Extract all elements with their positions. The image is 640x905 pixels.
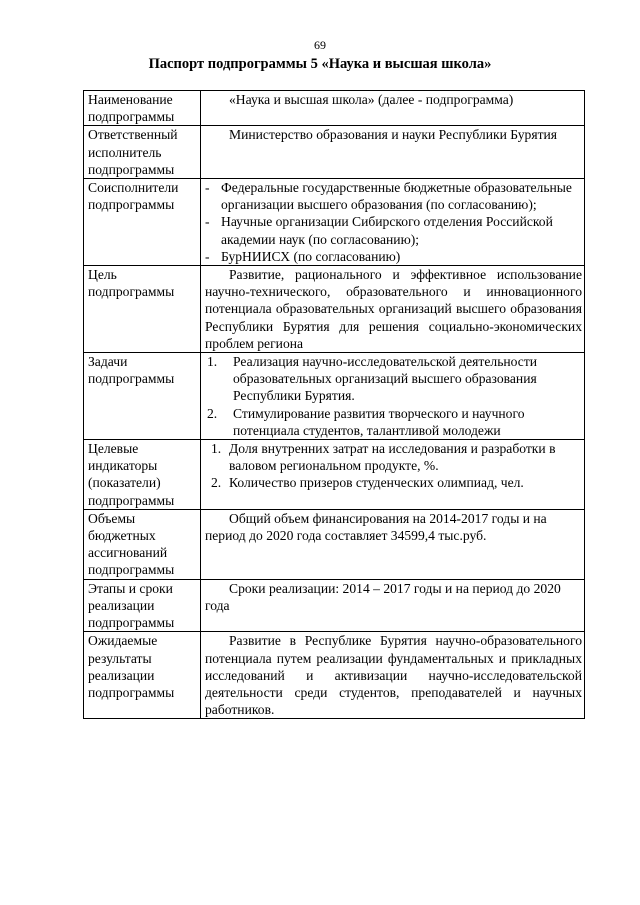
row-label-goal: Цель подпрограммы (84, 266, 201, 353)
passport-table (83, 90, 585, 719)
table-row (84, 509, 585, 579)
row-value-results (201, 632, 585, 719)
table-row (84, 632, 585, 719)
row-value-executor (201, 126, 585, 179)
page-number: 69 (314, 38, 326, 52)
task-text: Реализация научно-исследовательской деятельности образовательных организаций высшего образования Республики Бурятия. (233, 354, 538, 404)
table-row (84, 266, 585, 353)
page-title: Паспорт подпрограммы 5 «Наука и высшая школа» (148, 56, 492, 72)
row-value-coexecutors (201, 179, 585, 266)
row-value-stages (201, 579, 585, 632)
item-number: 1. (207, 354, 218, 370)
tasks-list (205, 353, 582, 439)
row-label-name: Наименование подпрограммы (84, 91, 201, 126)
item-number: 1. (211, 441, 222, 457)
list-item (205, 213, 582, 247)
name-text: «Наука и высшая школа» (далее - подпрограмма) (229, 92, 514, 107)
list-item (205, 474, 582, 491)
budget-text: Общий объем финансирования на 2014-2017 годы и на период до 2020 года составляет 34599,4 тыс.руб. (205, 510, 547, 544)
indicator-text: Количество призеров студенческих олимпиад, чел. (229, 475, 524, 491)
results-text: Развитие в Республике Бурятия научно-образовательного потенциала путем реализации фундаментальных и прикладных исследований и активизации научно-исследовательской деятельности среди студентов, преподавателей и научных работников. (205, 633, 582, 718)
list-item (205, 405, 582, 439)
list-item (205, 440, 582, 474)
executor-text: Министерство образования и науки Республики Бурятия (229, 127, 558, 143)
table-row (84, 126, 585, 179)
dash-marker: - (205, 180, 210, 196)
coexecutor-text: БурНИИСХ (по согласованию) (221, 248, 401, 264)
table-row (84, 353, 585, 440)
row-label-budget: Объемы бюджетных ассигнований подпрограммы (84, 509, 201, 579)
indicators-list (205, 440, 582, 492)
row-label-indicators: Целевые индикаторы (показатели) подпрограммы (84, 440, 201, 510)
goal-text: Развитие, рационального и эффективное использование научно-технического, образовательного и инновационного потенциала образовательных организаций высшего образования Республики Бурятия для решения социально-экономических проблем региона (205, 267, 582, 351)
item-number: 2. (211, 475, 222, 491)
dash-marker: - (205, 248, 210, 264)
item-number: 2. (207, 405, 218, 421)
list-item (205, 179, 582, 213)
table-row (84, 579, 585, 632)
list-item (205, 353, 582, 405)
dash-marker: - (205, 214, 210, 230)
table-row (84, 179, 585, 266)
row-value-budget (201, 509, 585, 579)
row-label-coexecutors: Соисполнители подпрограммы (84, 179, 201, 266)
row-label-results: Ожидаемые результаты реализации подпрограммы (84, 632, 201, 719)
row-label-executor: Ответственный исполнитель подпрограммы (84, 126, 201, 179)
row-value-goal (201, 266, 585, 353)
row-label-stages: Этапы и сроки реализации подпрограммы (84, 579, 201, 632)
coexecutor-text: Научные организации Сибирского отделения Российской академии наук (по согласованию); (221, 214, 553, 247)
coexecutor-text: Федеральные государственные бюджетные образовательные организации высшего образования (по согласованию); (221, 180, 572, 213)
table-row (84, 91, 585, 126)
row-value-tasks (201, 353, 585, 440)
list-item (205, 248, 582, 265)
row-value-name (201, 91, 585, 126)
task-text: Стимулирование развития творческого и научного потенциала студентов, талантливой молодежи (233, 405, 525, 438)
row-label-tasks: Задачи подпрограммы (84, 353, 201, 440)
stages-text: Сроки реализации: 2014 – 2017 годы и на период до 2020 года (205, 580, 561, 613)
table-row (84, 440, 585, 510)
row-value-indicators (201, 440, 585, 510)
indicator-text: Доля внутренних затрат на исследования и разработки в валовом региональном продукте, %. (229, 441, 556, 474)
coexecutors-list (205, 179, 582, 265)
